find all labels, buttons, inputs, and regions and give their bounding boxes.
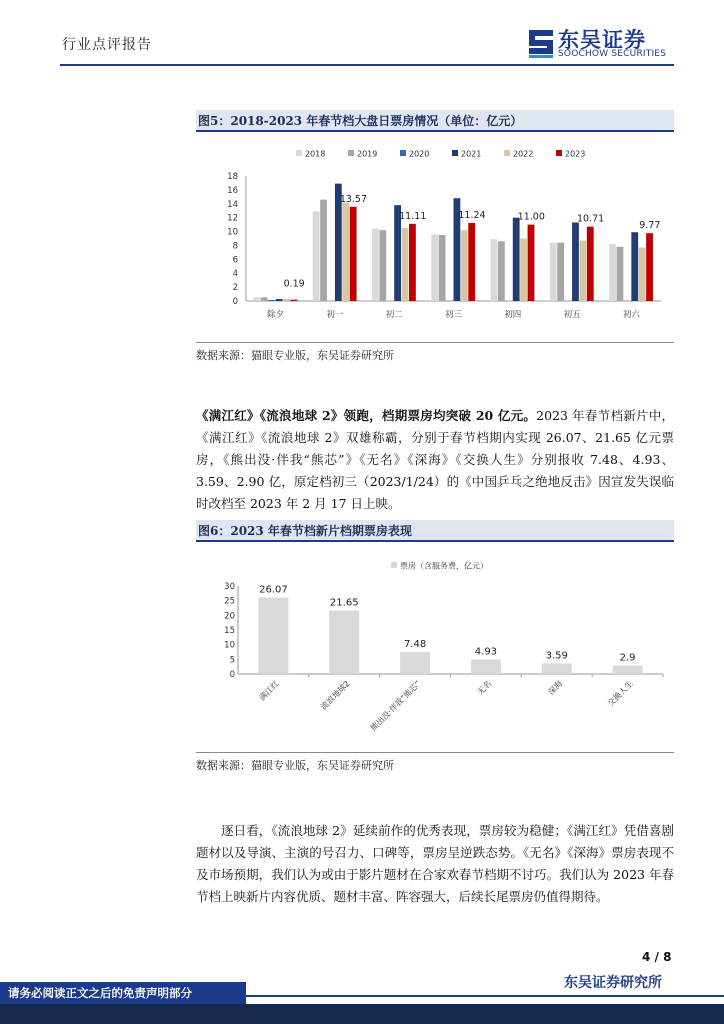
bar-2023-6 xyxy=(646,233,653,301)
bar-0 xyxy=(258,598,288,674)
bar-2019-1 xyxy=(320,200,327,301)
paragraph-box-office-leaders xyxy=(196,405,674,515)
y-tick-label: 14 xyxy=(227,199,238,210)
bar-2023-0 xyxy=(290,300,297,301)
data-label-2023-3: 11.24 xyxy=(458,209,486,221)
x-tick-label: 除夕 xyxy=(267,310,285,320)
paragraph1-body: 2023 年春节档新片中，《满江红》《流浪地球 2》双雄称霸，分别于春节档期内实现 26.07、21.65 亿元票房，《熊出没·伴我“熊芯”》《无名》《深海》《交换人生》分别报收 7.48、4.93、3.59、2.90 亿，原定档初三（2023/1/24）的《中国乒乓之绝地反击》因宣发失误临时改档至 2023 年 2 月 17 日上映。 xyxy=(196,408,674,511)
y-tick-label: 2 xyxy=(232,283,238,294)
figure5-source: 数据来源：猫眼专业版，东吴证券研究所 xyxy=(196,349,394,362)
bar-2018-6 xyxy=(609,244,616,301)
data-label-2023-5: 10.71 xyxy=(576,213,605,225)
legend-label-2020: 2020 xyxy=(409,149,430,159)
y-tick-label: 4 xyxy=(232,269,238,280)
y-tick-label: 30 xyxy=(224,582,235,592)
y-tick-label: 5 xyxy=(229,655,235,666)
data-label-0: 26.07 xyxy=(259,584,288,596)
data-label-2023-4: 11.00 xyxy=(517,211,545,223)
figure6-rule xyxy=(196,752,674,753)
x-tick-label: 初二 xyxy=(385,310,403,320)
bar-2022-6 xyxy=(639,248,646,301)
y-tick-label: 10 xyxy=(224,640,235,651)
data-label-2023-2: 11.11 xyxy=(399,210,427,222)
x-tick-label: 初四 xyxy=(504,310,522,320)
legend-label-2023: 2023 xyxy=(565,149,586,159)
paragraph-daily-analysis: 逐日看，《流浪地球 2》延续前作的优秀表现，票房较为稳健；《满江红》凭借喜剧题材以及导演、主演的号召力、口碑等，票房呈逆跌态势。《无名》《深海》票房表现不及市场预期，我们认为或由于影片题材在合家欢春节档期不讨巧。我们认为 2023 年春节档上映新片内容优质、题材丰富、阵容强大，后续长尾票房仍值得期待。 xyxy=(196,823,674,904)
logo-chinese-name: 东吴证券 xyxy=(558,28,646,52)
legend-swatch-2018 xyxy=(296,150,302,156)
bar-2022-2 xyxy=(402,228,409,301)
x-tick-label: 初三 xyxy=(444,310,463,320)
footer-institute: 东吴证券研究所 xyxy=(564,975,662,991)
x-tick-label: 交换人生 xyxy=(606,679,635,709)
legend-label: 票房（含服务费，亿元） xyxy=(400,561,488,571)
y-tick-label: 10 xyxy=(227,227,238,238)
x-tick-label: 初五 xyxy=(563,310,581,320)
data-label-2023-1: 13.57 xyxy=(339,193,368,205)
bar-2023-5 xyxy=(587,227,594,301)
bar-2022-3 xyxy=(461,230,468,301)
data-label-3: 4.93 xyxy=(474,646,498,658)
logo-mark-icon xyxy=(526,26,556,58)
y-tick-label: 6 xyxy=(232,255,238,266)
bar-2020-0 xyxy=(268,300,275,301)
bar-2021-6 xyxy=(631,232,638,301)
y-tick-label: 16 xyxy=(227,185,238,196)
bar-2022-4 xyxy=(520,239,527,302)
figure6-title: 图6：2023 年春节档新片档期票房表现 xyxy=(196,520,674,542)
data-label-2023-0: 0.19 xyxy=(283,278,305,290)
header-divider xyxy=(60,64,674,66)
legend-swatch-2023 xyxy=(556,150,562,156)
page-number: 4 / 8 xyxy=(642,950,672,964)
bar-1 xyxy=(329,610,359,674)
bar-2023-4 xyxy=(528,225,535,301)
bar-2018-3 xyxy=(431,234,438,301)
bar-2022-5 xyxy=(579,241,586,301)
data-label-2: 7.48 xyxy=(403,639,427,651)
bar-5 xyxy=(613,665,643,674)
x-tick-label: 熊出没·伴我“熊芯” xyxy=(368,679,423,733)
legend-label-2022: 2022 xyxy=(513,149,534,159)
y-tick-label: 0 xyxy=(229,670,235,680)
bar-4 xyxy=(542,663,572,674)
bar-2019-3 xyxy=(439,235,446,301)
figure5-title: 图5：2018-2023 年春节档大盘日票房情况（单位：亿元） xyxy=(196,110,674,132)
bar-2023-2 xyxy=(409,224,416,301)
y-tick-label: 0 xyxy=(232,297,238,307)
data-label-4: 3.59 xyxy=(545,650,568,662)
bar-2018-5 xyxy=(550,243,557,301)
bar-2019-5 xyxy=(557,243,564,301)
logo-english-name: SOOCHOW SECURITIES xyxy=(558,49,667,59)
x-tick-label: 初六 xyxy=(622,310,640,320)
figure6-source: 数据来源：猫眼专业版，东吴证券研究所 xyxy=(196,759,394,772)
legend-swatch-2020 xyxy=(400,150,406,156)
x-tick-label: 深海 xyxy=(546,679,565,697)
x-tick-label: 无名 xyxy=(475,679,494,697)
bar-2021-4 xyxy=(513,218,520,301)
x-tick-label: 流浪地球2 xyxy=(319,679,352,712)
y-tick-label: 18 xyxy=(227,172,238,182)
footer-bar xyxy=(0,1004,724,1024)
legend-label-2021: 2021 xyxy=(461,149,482,159)
bar-2019-2 xyxy=(379,230,386,301)
data-label-1: 21.65 xyxy=(329,597,359,609)
x-tick-label: 初一 xyxy=(326,310,344,320)
bar-2022-1 xyxy=(342,202,349,301)
data-label-2023-6: 9.77 xyxy=(639,220,661,232)
y-tick-label: 12 xyxy=(227,213,238,224)
legend-label-2019: 2019 xyxy=(357,149,378,159)
bar-2018-2 xyxy=(372,229,379,301)
figure6-chart xyxy=(196,550,674,750)
bar-2018-1 xyxy=(313,211,320,301)
bar-2023-1 xyxy=(350,207,357,301)
bar-2 xyxy=(400,652,430,674)
bar-2018-0 xyxy=(253,297,260,301)
bar-2023-3 xyxy=(468,223,475,301)
legend-swatch-2021 xyxy=(452,150,458,156)
brand-logo xyxy=(526,26,676,60)
y-tick-label: 25 xyxy=(224,596,235,607)
bar-2019-0 xyxy=(261,297,268,301)
paragraph1-lead: 《满江红》《流浪地球 2》领跑，档期票房均突破 20 亿元。 xyxy=(196,408,537,423)
bar-3 xyxy=(471,660,501,674)
y-tick-label: 8 xyxy=(232,241,238,252)
figure5-rule xyxy=(196,342,674,343)
data-label-5: 2.9 xyxy=(619,652,636,664)
bar-2021-5 xyxy=(572,223,579,301)
report-type-label: 行业点评报告 xyxy=(62,37,152,53)
bar-2019-4 xyxy=(498,241,505,301)
footer-disclaimer: 请务必阅读正文之后的免责声明部分 xyxy=(0,982,246,1004)
y-tick-label: 20 xyxy=(224,611,235,622)
legend-label-2018: 2018 xyxy=(305,149,326,159)
bar-2018-4 xyxy=(491,239,498,301)
legend-swatch-2022 xyxy=(504,150,510,156)
figure5-chart xyxy=(196,140,674,340)
bar-2019-6 xyxy=(617,247,624,301)
x-tick-label: 满江红 xyxy=(257,679,281,703)
legend-swatch-2019 xyxy=(348,150,354,156)
y-tick-label: 15 xyxy=(224,626,235,636)
bar-2021-0 xyxy=(276,299,283,301)
legend-swatch xyxy=(391,562,397,568)
bar-2022-0 xyxy=(283,299,290,301)
